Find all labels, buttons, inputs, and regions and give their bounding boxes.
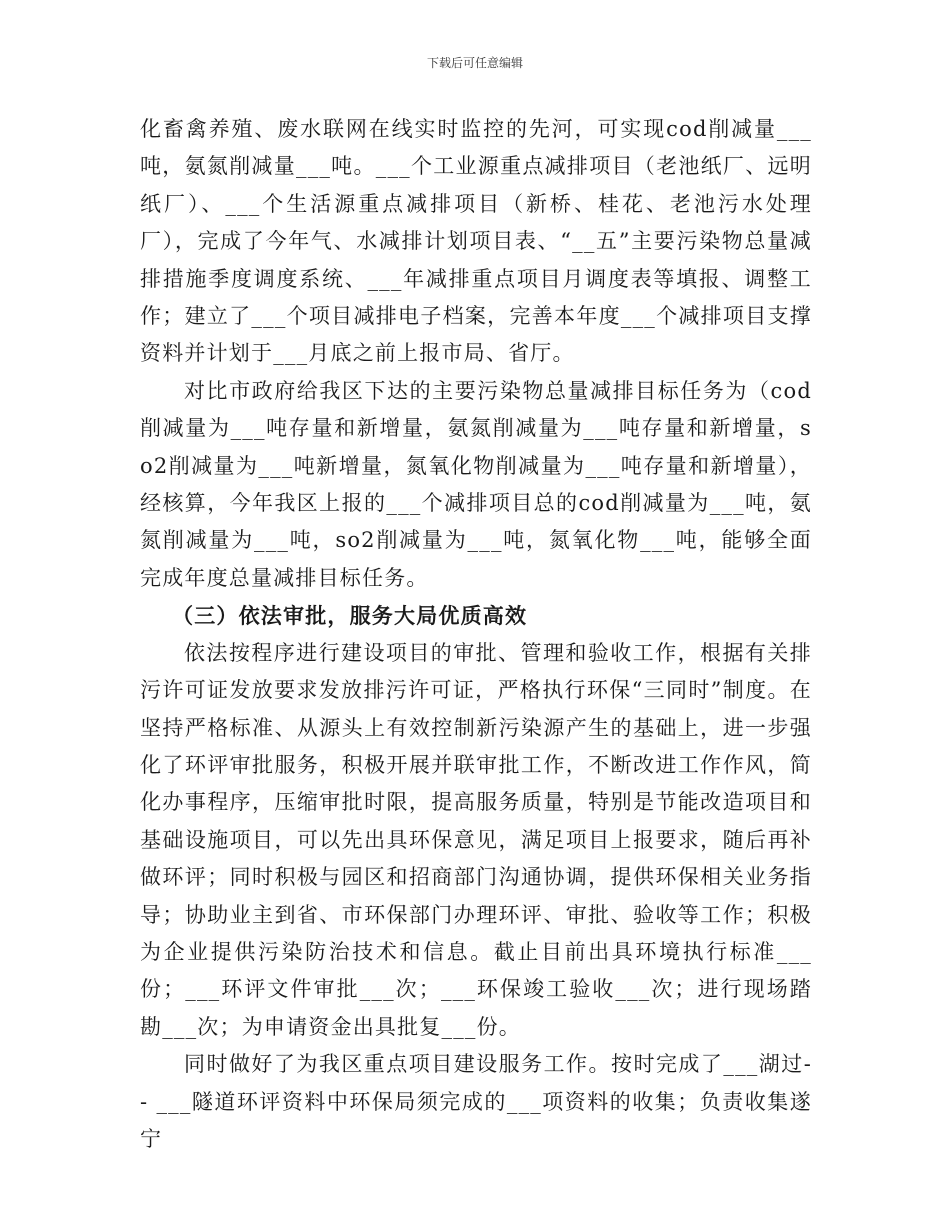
section-heading-approval: （三）依法审批，服务大局优质高效 [172,603,528,629]
paragraph-emission-reduction-projects: 化畜禽养殖、废水联网在线实时监控的先河，可实现cod削减量___吨，氨氮削减量___吨。___个工业源重点减排项目（老池纸厂、远明纸厂）、___个生活源重点减排项目（新桥、桂花、老池污水处理厂），完成了今年气、水减排计划项目表、“__五”主要污染物总量减排措施季度调度系统、___年减排重点项目月调度表等填报、调整工作；建立了___个项目减排电子档案，完善本年度___个减排项目支撑资料并计划于___月底之前上报市局、省厅。 [140,117,812,366]
page-header-note: 下载后可任意编辑 [426,56,523,70]
paragraph-approval-work: 依法按程序进行建设项目的审批、管理和验收工作，根据有关排污许可证发放要求发放排污许可证，严格执行环保“三同时”制度。在坚持严格标准、从源头上有效控制新污染源产生的基础上，进一步强化了环评审批服务，积极开展并联审批工作，不断改进工作作风，简化办事程序，压缩审批时限，提高服务质量，特别是节能改造项目和基础设施项目，可以先出具环保意见，满足项目上报要求，随后再补做环评；同时积极与园区和招商部门沟通协调，提供环保相关业务指导；协助业主到省、市环保部门办理环评、审批、验收等工作；积极为企业提供污染防治技术和信息。截止目前出具环境执行标准___份；___环评文件审批___次；___环保竣工验收___次；进行现场踏勘___次；为申请资金出具批复___份。 [140,640,812,1039]
paragraph-key-projects-service: 同时做好了为我区重点项目建设服务工作。按时完成了___湖过-- ___隧道环评资料中环保局须完成的___项资料的收集；负责收集遂宁 [140,1052,812,1151]
document-body [140,111,812,1158]
paragraph-reduction-targets: 对比市政府给我区下达的主要污染物总量减排目标任务为（cod削减量为___吨存量和新增量，氨氮削减量为___吨存量和新增量，so2削减量为___吨新增量，氮氧化物削减量为___吨存量和新增量），经核算，今年我区上报的___个减排项目总的cod削减量为___吨，氨氮削减量为___吨，so2削减量为___吨，氮氧化物___吨，能够全面完成年度总量减排目标任务。 [140,378,812,590]
